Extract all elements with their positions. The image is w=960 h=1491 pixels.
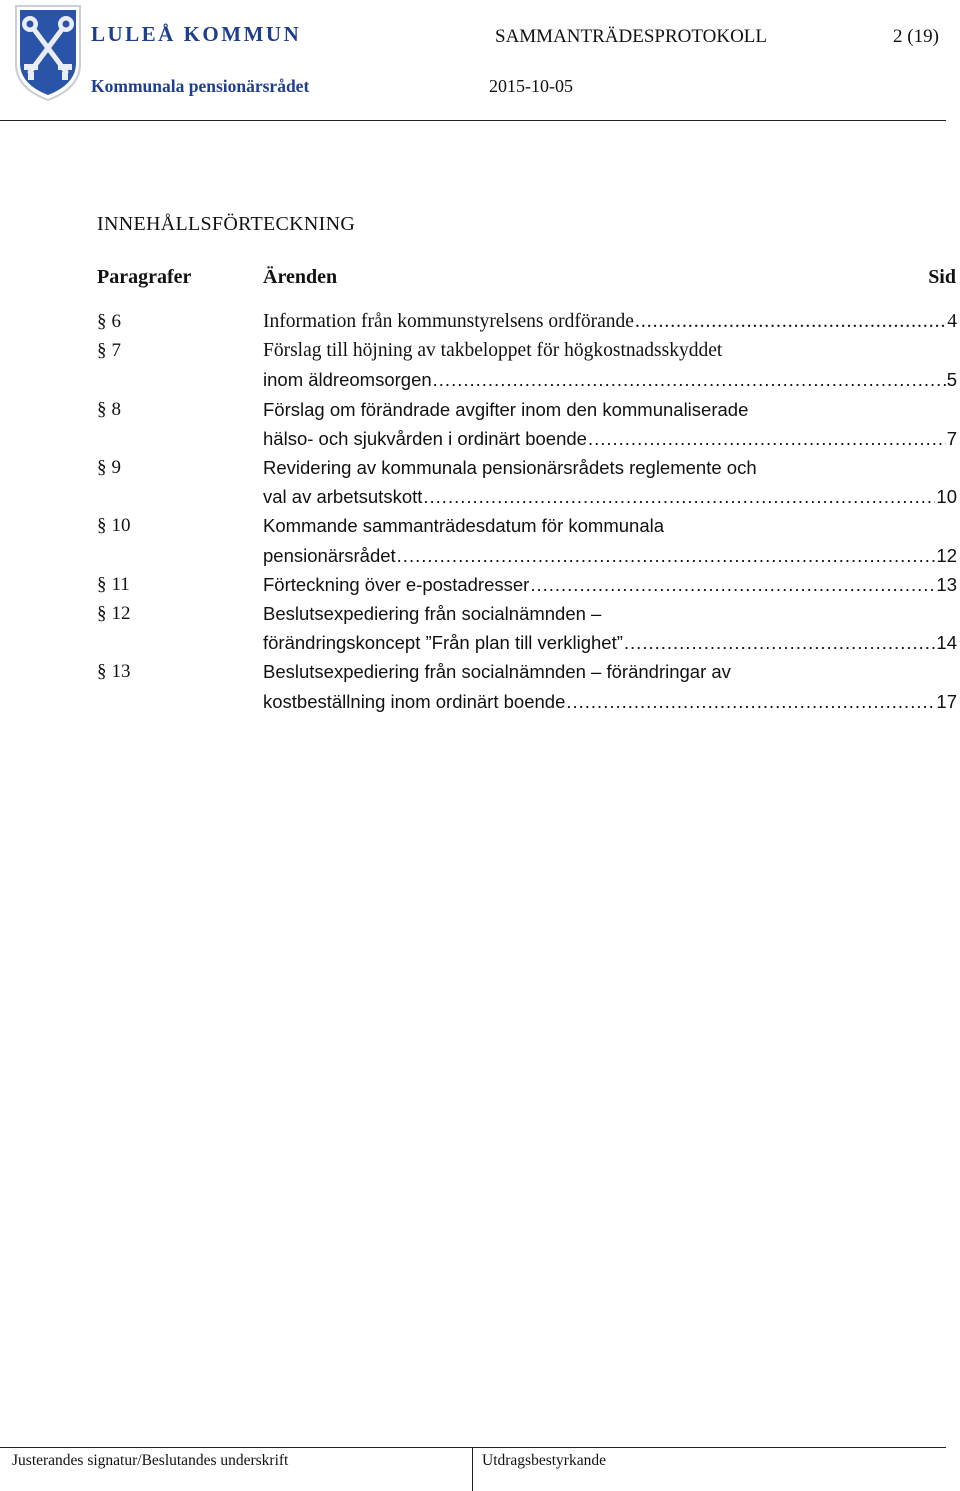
toc-entry[interactable] xyxy=(97,336,957,394)
toc-entry-line xyxy=(263,628,957,657)
toc-entry-text: Kommande sammanträdesdatum för kommunala xyxy=(263,515,665,537)
footer-divider xyxy=(0,1447,946,1448)
toc-entry-line xyxy=(263,570,957,599)
toc-entry-title xyxy=(263,307,957,336)
toc-entry-title xyxy=(263,657,957,715)
toc-title: INNEHÅLLSFÖRTECKNING xyxy=(97,213,356,235)
toc-entry-text: Beslutsexpediering från socialnämnden – xyxy=(263,603,602,625)
toc-entry-text: Förslag till höjning av takbeloppet för högkostnadsskyddet xyxy=(263,340,723,362)
toc-section-number xyxy=(97,336,121,365)
section-sign-icon: § xyxy=(97,457,107,479)
toc-entry[interactable] xyxy=(97,395,957,453)
toc-entry-text: hälso- och sjukvården i ordinärt boende xyxy=(263,427,587,449)
toc-entry-title xyxy=(263,453,957,511)
toc-list xyxy=(97,307,957,716)
toc-entry-text: pensionärsrådet xyxy=(263,544,396,566)
signature-field-label: Justerandes signatur/Beslutandes underskrift xyxy=(12,1452,289,1469)
header-divider xyxy=(0,120,946,121)
section-sign-icon: § xyxy=(97,661,107,683)
toc-page-number: 5 xyxy=(946,369,957,391)
toc-section-value: 13 xyxy=(111,661,131,683)
section-sign-icon: § xyxy=(97,398,107,420)
toc-entry-line xyxy=(263,307,957,336)
toc-entry[interactable] xyxy=(97,453,957,511)
toc-entry[interactable] xyxy=(97,657,957,715)
page-number: 2 (19) xyxy=(893,26,939,47)
toc-entry-text: Förteckning över e-postadresser xyxy=(263,573,530,595)
toc-entry-text: förändringskoncept ”Från plan till verklighet” xyxy=(263,632,623,654)
toc-entry-text: Information från kommunstyrelsens ordförande xyxy=(263,311,634,332)
municipality-name: LULEÅ KOMMUN xyxy=(91,22,302,46)
lulea-coat-of-arms-icon xyxy=(12,2,84,102)
toc-entry-title xyxy=(263,599,957,657)
toc-entry[interactable] xyxy=(97,570,957,599)
toc-entry-title xyxy=(263,336,957,394)
section-sign-icon: § xyxy=(97,603,107,625)
toc-entry-line xyxy=(263,424,957,453)
toc-section-value: 12 xyxy=(111,603,131,625)
column-header-paragrafer: Paragrafer xyxy=(97,266,192,288)
toc-entry-line xyxy=(263,453,957,482)
dot-leader xyxy=(423,482,935,511)
toc-entry-text: kostbeställning inom ordinärt boende xyxy=(263,690,566,712)
toc-section-number xyxy=(97,307,121,336)
dot-leader xyxy=(530,570,935,599)
section-sign-icon: § xyxy=(97,573,107,595)
toc-entry-line xyxy=(263,511,957,540)
toc-entry-title xyxy=(263,511,957,569)
toc-entry-title xyxy=(263,570,957,599)
toc-entry-text: Förslag om förändrade avgifter inom den kommunaliserade xyxy=(263,398,749,420)
toc-section-number xyxy=(97,453,121,482)
column-header-arenden: Ärenden xyxy=(263,266,338,288)
meeting-date: 2015-10-05 xyxy=(489,76,573,96)
toc-entry-line xyxy=(263,336,957,365)
toc-page-number: 12 xyxy=(936,544,957,566)
toc-entry-text: val av arbetsutskott xyxy=(263,486,423,508)
committee-name: Kommunala pensionärsrådet xyxy=(91,76,310,96)
toc-page-number: 17 xyxy=(936,690,957,712)
dot-leader xyxy=(433,365,946,394)
toc-entry-line xyxy=(263,365,957,394)
toc-section-number xyxy=(97,395,121,424)
toc-entry-line xyxy=(263,599,957,628)
section-sign-icon: § xyxy=(97,515,107,537)
dot-leader xyxy=(588,424,946,453)
toc-entry-line xyxy=(263,482,957,511)
toc-page-number: 13 xyxy=(936,573,957,595)
toc-page-number: 7 xyxy=(946,427,957,449)
toc-entry-line xyxy=(263,687,957,716)
toc-entry-title xyxy=(263,395,957,453)
toc-section-value: 6 xyxy=(111,311,121,332)
dot-leader xyxy=(397,541,936,570)
toc-section-number xyxy=(97,511,131,540)
toc-entry-line xyxy=(263,395,957,424)
footer-column-separator xyxy=(472,1447,473,1491)
toc-entry-line xyxy=(263,541,957,570)
toc-section-value: 8 xyxy=(111,398,121,420)
toc-section-value: 10 xyxy=(111,515,131,537)
column-header-sid: Sid xyxy=(928,266,956,288)
dot-leader xyxy=(635,307,946,336)
toc-entry[interactable] xyxy=(97,599,957,657)
toc-entry[interactable] xyxy=(97,307,957,336)
toc-section-number xyxy=(97,570,130,599)
toc-section-value: 11 xyxy=(111,573,130,595)
dot-leader xyxy=(566,687,935,716)
toc-section-number xyxy=(97,599,131,628)
toc-page-number: 4 xyxy=(947,311,957,332)
toc-section-number xyxy=(97,657,131,686)
section-sign-icon: § xyxy=(97,311,107,332)
toc-entry-text: Beslutsexpediering från socialnämnden – förändringar av xyxy=(263,661,731,683)
section-sign-icon: § xyxy=(97,340,107,362)
dot-leader xyxy=(624,628,936,657)
toc-section-value: 9 xyxy=(111,457,121,479)
toc-entry[interactable] xyxy=(97,511,957,569)
toc-section-value: 7 xyxy=(111,340,121,362)
toc-entry-text: Revidering av kommunala pensionärsrådets reglemente och xyxy=(263,457,757,479)
toc-page-number: 14 xyxy=(936,632,957,654)
toc-entry-text: inom äldreomsorgen xyxy=(263,369,432,391)
document-type: SAMMANTRÄDESPROTOKOLL xyxy=(495,26,768,47)
toc-page-number: 10 xyxy=(936,486,957,508)
extract-certification-label: Utdragsbestyrkande xyxy=(482,1452,606,1469)
toc-entry-line xyxy=(263,657,957,686)
